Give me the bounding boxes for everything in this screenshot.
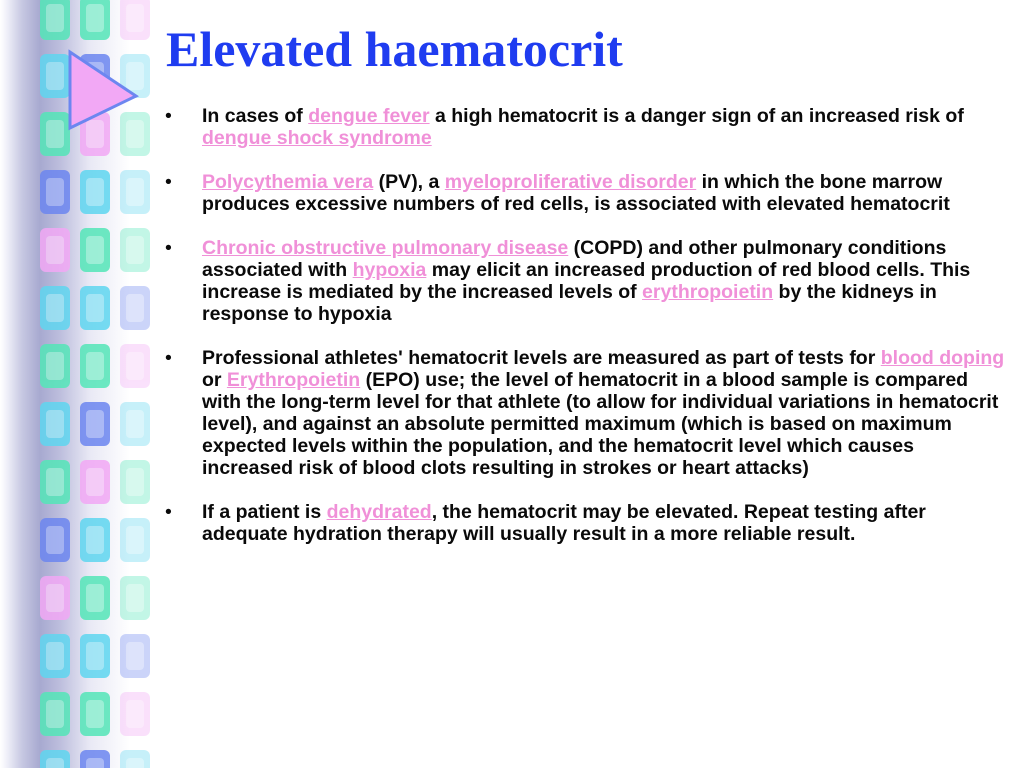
decorative-tile: [40, 228, 70, 272]
decorative-tile: [120, 286, 150, 330]
bullet-item: [165, 347, 1010, 479]
slide-title: Elevated haematocrit: [166, 21, 623, 77]
bullet-item: [165, 501, 1010, 545]
decorative-tile: [80, 0, 110, 40]
bullet-list: [165, 105, 1010, 567]
bullet-dot: •: [165, 237, 172, 259]
bullet-text: may elicit an increased production of red blood cells. This increase is mediated by the increased levels of: [202, 259, 971, 303]
bullet-dot: •: [165, 171, 172, 193]
bullet-dot: •: [165, 105, 172, 127]
decorative-tile: [40, 518, 70, 562]
bullet-text: a high hematocrit is a danger sign of an increased risk of: [429, 105, 964, 127]
hyperlink[interactable]: myeloproliferative disorder: [444, 171, 697, 193]
decorative-tile: [80, 344, 110, 388]
decorative-tile: [80, 576, 110, 620]
decorative-tile: [40, 286, 70, 330]
bullet-text: In cases of: [202, 105, 309, 127]
decorative-tile: [80, 692, 110, 736]
bullet-text: (EPO) use; the level of hematocrit in a blood sample is compared with the long-term level for that athlete (to allow for individual variations in hematocrit level), and against an absolute permitted maximum (which is based on maximum expected levels within the population, and the hematocrit level which causes increased risk of blood clots resulting in strokes or heart attacks): [202, 369, 999, 479]
decorative-tile: [120, 518, 150, 562]
decorative-tile: [40, 460, 70, 504]
decorative-tile: [120, 402, 150, 446]
decorative-tile: [40, 344, 70, 388]
hyperlink[interactable]: dengue fever: [308, 105, 430, 127]
decorative-tile: [40, 170, 70, 214]
decorative-tile: [40, 750, 70, 768]
hyperlink[interactable]: Polycythemia vera: [202, 171, 374, 193]
bullet-text: Professional athletes' hematocrit levels are measured as part of tests for: [202, 347, 881, 369]
bullet-text: or: [202, 369, 227, 391]
decorative-tile: [120, 112, 150, 156]
decorative-tile-strip: [36, 0, 156, 768]
decorative-tile: [120, 0, 150, 40]
decorative-tile: [80, 286, 110, 330]
hyperlink[interactable]: hypoxia: [352, 259, 427, 281]
decorative-tile: [120, 170, 150, 214]
decorative-tile: [40, 634, 70, 678]
bullet-item: [165, 237, 1010, 325]
hyperlink[interactable]: erythropoietin: [642, 281, 774, 303]
decorative-tile: [120, 460, 150, 504]
bullet-text: If a patient is: [202, 501, 327, 523]
decorative-tile: [80, 170, 110, 214]
decorative-tile: [40, 0, 70, 40]
bullet-text: (PV), a: [373, 171, 445, 193]
decorative-tile: [80, 460, 110, 504]
decorative-tile: [120, 344, 150, 388]
bullet-text: in which the bone marrow produces excessive numbers of red cells, is associated with elevated hematocrit: [202, 171, 950, 215]
bullet-item: [165, 105, 1010, 149]
decorative-tile: [40, 402, 70, 446]
decorative-tile: [40, 692, 70, 736]
hyperlink[interactable]: blood doping: [880, 347, 1005, 369]
bullet-text: (COPD) and other pulmonary conditions associated with: [202, 237, 947, 281]
decorative-tile: [40, 54, 70, 98]
decorative-tile: [40, 112, 70, 156]
bullet-text: , the hematocrit may be elevated. Repeat testing after adequate hydration therapy will usually result in a more reliable result.: [202, 501, 926, 545]
bullet-item: [165, 171, 1010, 215]
hyperlink[interactable]: Erythropoietin: [226, 369, 361, 391]
decorative-tile: [120, 634, 150, 678]
decorative-tile: [80, 518, 110, 562]
bullet-dot: •: [165, 501, 172, 523]
decorative-tile: [80, 228, 110, 272]
hyperlink[interactable]: dengue shock syndrome: [202, 127, 432, 149]
decorative-tile: [120, 750, 150, 768]
decorative-tile: [80, 750, 110, 768]
decorative-tile: [80, 634, 110, 678]
decorative-tile: [120, 692, 150, 736]
hyperlink[interactable]: dehydrated: [326, 501, 432, 523]
decorative-tile: [40, 576, 70, 620]
decorative-tile: [120, 576, 150, 620]
decorative-tile: [80, 402, 110, 446]
tile-pattern: [36, 0, 156, 768]
bullet-text: by the kidneys in response to hypoxia: [202, 281, 937, 325]
decorative-tile: [120, 228, 150, 272]
bullet-dot: •: [165, 347, 172, 369]
hyperlink[interactable]: Chronic obstructive pulmonary disease: [202, 237, 569, 259]
